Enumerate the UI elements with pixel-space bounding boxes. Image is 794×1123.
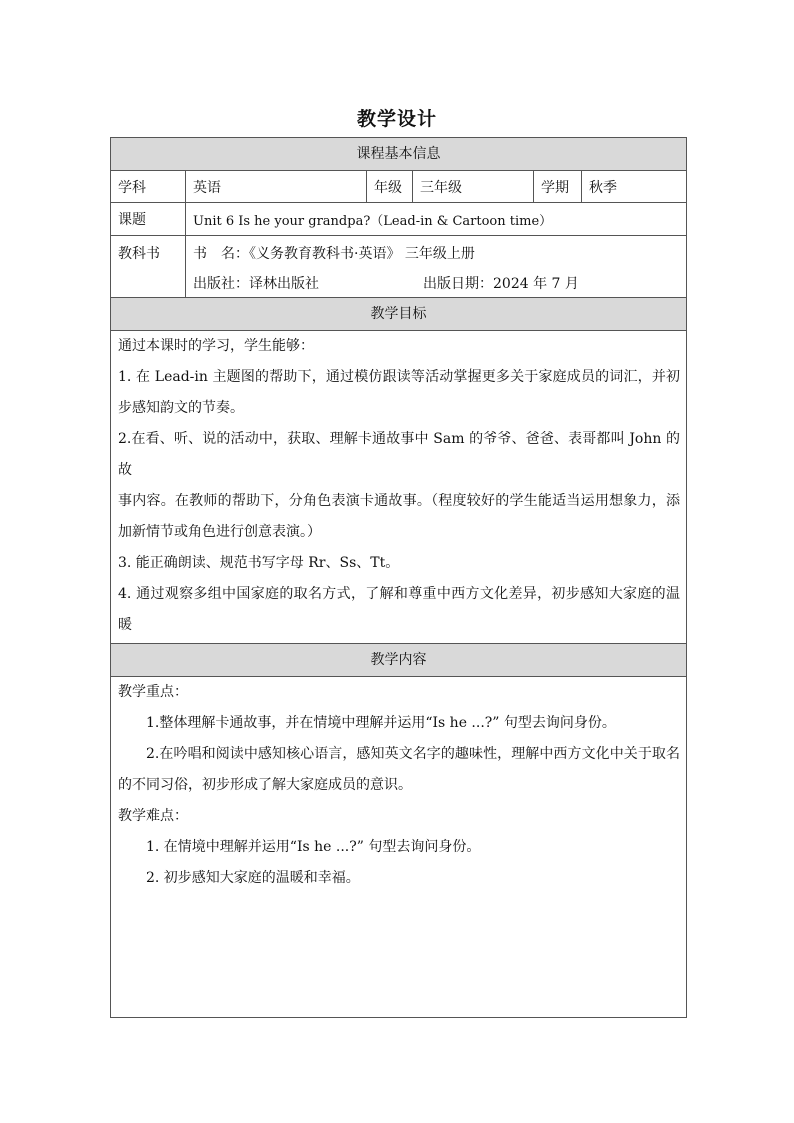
content-body xyxy=(111,677,686,1017)
section-basic-info-label: 课程基本信息 xyxy=(356,146,441,162)
goal-3: 3. 能正确朗读、规范书写字母 Rr、Ss、Tt。 xyxy=(118,555,400,571)
goal-2-line-1: 2.在看、听、说的活动中，获取、理解卡通故事中 Sam 的爷爷、爸爸、表哥都叫 John 的故 xyxy=(118,431,680,478)
difficult-point-2: 2. 初步感知大家庭的温暖和幸福。 xyxy=(146,870,360,886)
grade-label: 年级 xyxy=(367,171,413,202)
topic-label: 课题 xyxy=(111,203,186,235)
key-point-2-line-1: 2.在吟唱和阅读中感知核心语言，感知英文名字的趣味性，理解中西方文化中关于取名 xyxy=(146,746,680,762)
section-goals xyxy=(111,298,686,331)
publication-date: 出版日期：2024 年 7 月 xyxy=(423,276,579,292)
goal-4-line-1: 4. 通过观察多组中国家庭的取名方式，了解和尊重中西方文化差异，初步感知大家庭的温暖 xyxy=(118,586,680,633)
section-content-label: 教学内容 xyxy=(370,652,427,668)
difficult-point-1: 1. 在情境中理解并运用“Is he ...?” 句型去询问身份。 xyxy=(146,839,481,855)
goals-intro: 通过本课时的学习，学生能够： xyxy=(118,338,314,354)
goal-2-line-2: 事内容。在教师的帮助下，分角色表演卡通故事。（程度较好的学生能适当运用想象力，添 xyxy=(118,493,680,509)
key-points-label: 教学重点： xyxy=(118,684,188,700)
basic-info-row xyxy=(111,171,686,203)
document-title: 教学设计 xyxy=(356,108,437,130)
content-text xyxy=(118,677,680,894)
difficult-points-label: 教学难点： xyxy=(118,808,188,824)
goal-2-line-3: 加新情节或角色进行创意表演。） xyxy=(118,524,321,540)
goals-body xyxy=(111,331,686,644)
textbook-name: 书 名：《义务教育教科书·英语》 三年级上册 xyxy=(193,246,475,262)
subject-value: 英语 xyxy=(186,171,367,202)
goal-1-line-1: 1. 在 Lead-in 主题图的帮助下，通过模仿跟读等活动掌握更多关于家庭成员的词汇，并初 xyxy=(118,369,680,385)
textbook-row xyxy=(111,236,686,298)
key-point-2-line-2: 的不同习俗，初步形成了解大家庭成员的意识。 xyxy=(118,777,412,793)
grade-value: 三年级 xyxy=(413,171,534,202)
key-point-1: 1.整体理解卡通故事，并在情境中理解并运用“Is he ...?” 句型去询问身份。 xyxy=(146,715,616,731)
subject-label: 学科 xyxy=(111,171,186,202)
lesson-plan-table xyxy=(110,137,687,1018)
goal-1-line-2: 步感知韵文的节奏。 xyxy=(118,400,244,416)
topic-value: Unit 6 Is he your grandpa?（Lead-in & Cartoon time） xyxy=(193,213,553,229)
publisher: 出版社：译林出版社 xyxy=(193,276,319,292)
section-basic-info xyxy=(111,138,686,171)
term-value: 秋季 xyxy=(589,179,617,196)
textbook-label: 教科书 xyxy=(111,236,186,297)
topic-row xyxy=(111,203,686,236)
section-goals-label: 教学目标 xyxy=(370,306,427,322)
goals-text xyxy=(118,331,680,672)
section-content xyxy=(111,644,686,677)
term-label: 学期 xyxy=(534,171,582,202)
